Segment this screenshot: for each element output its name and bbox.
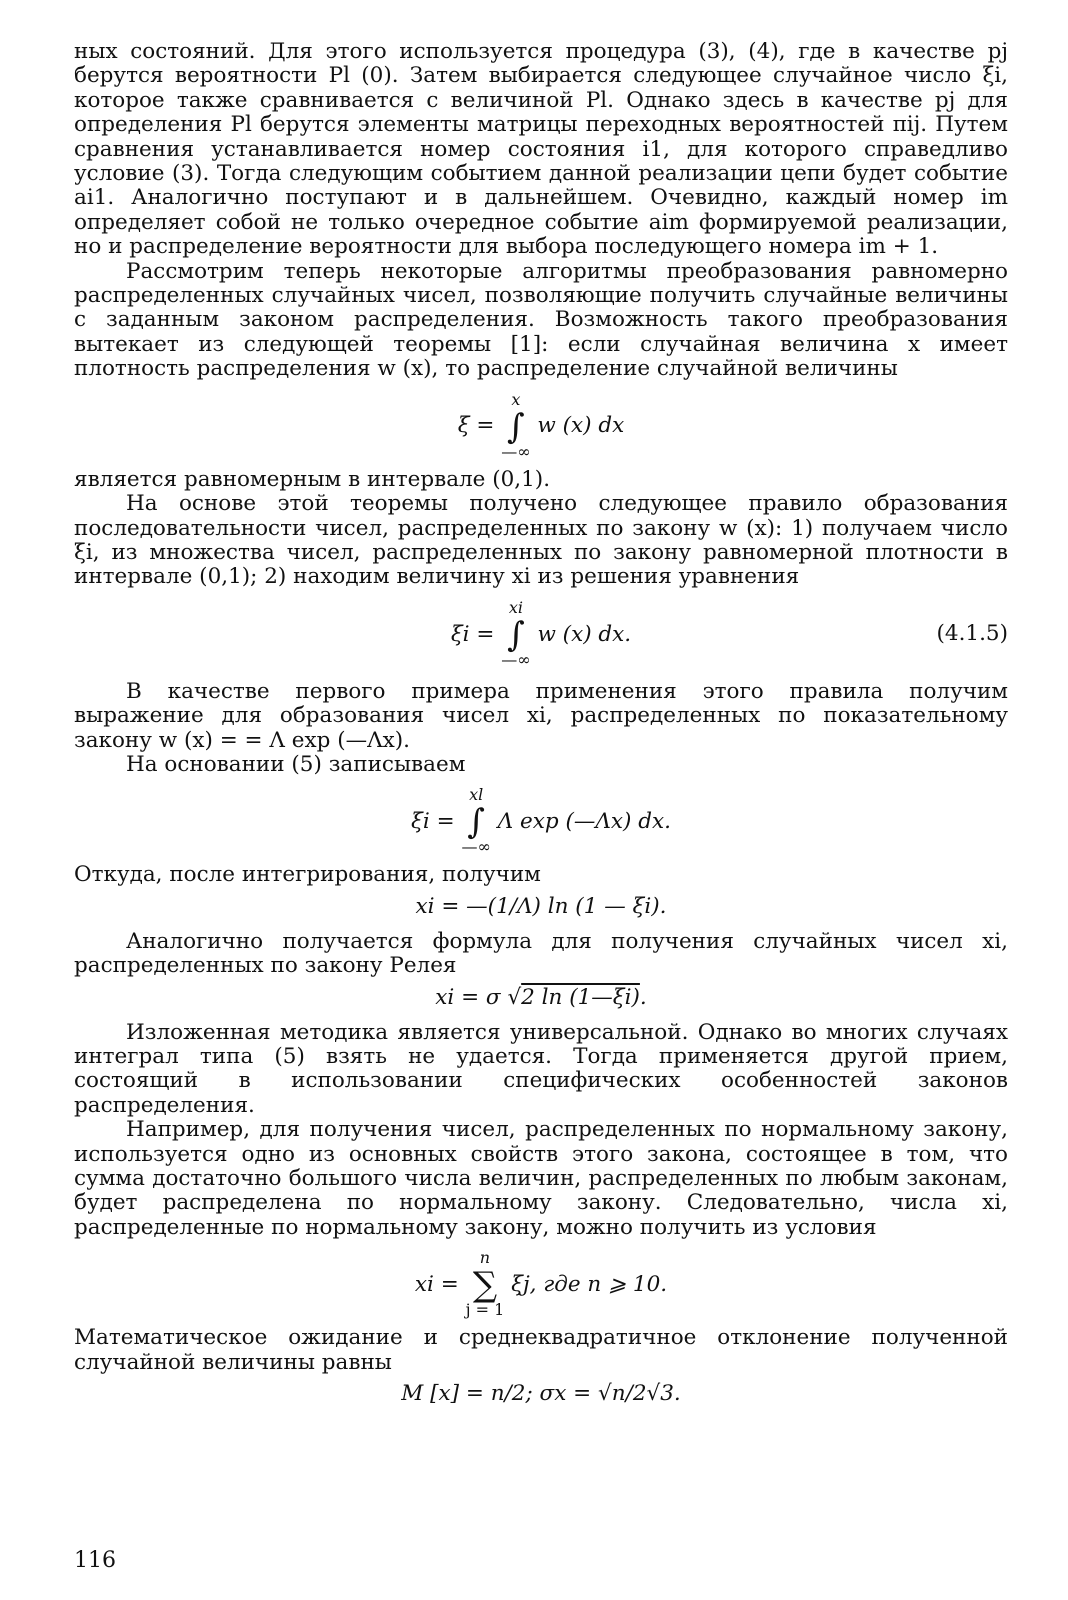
- paragraph-8: Аналогично получается формула для получения случайных чисел xi, распределенных по закону Релея: [74, 928, 1008, 979]
- integral-upper-limit: xi: [508, 597, 523, 617]
- formula-integral-xi: [74, 389, 1008, 464]
- paragraph-11: Математическое ожидание и среднеквадратичное отклонение полученной случайной величины равны: [74, 1325, 1008, 1375]
- formula-lhs: xi = σ √: [435, 984, 522, 1010]
- formula-tail: .: [639, 984, 647, 1010]
- formula-normal-sum: [74, 1250, 1008, 1322]
- formula-moments: M [x] = n/2; σx = √n/2√3.: [401, 1381, 681, 1407]
- sum-lower-limit: j = 1: [465, 1300, 505, 1320]
- paragraph-5: В качестве первого примера применения этого правила получим выражение для образования чисел xi, распределенных по показательному закону w (x) = = Λ exp (—Λx).: [74, 678, 1008, 753]
- integral-sign: [461, 787, 490, 857]
- formula-lhs: ξi =: [411, 809, 455, 835]
- integral-symbol: ∫: [507, 406, 525, 447]
- formula-summand: ξj, где n ⩾ 10.: [511, 1272, 668, 1298]
- integral-upper-limit: xl: [469, 785, 484, 805]
- formula-radicand: 2 ln (1—ξi): [521, 984, 640, 1010]
- formula-integrand: Λ exp (—Λx) dx.: [497, 809, 671, 835]
- formula-lhs: ξi =: [450, 621, 495, 647]
- formula-rayleigh: [74, 983, 1008, 1013]
- formula-4-1-5: [74, 597, 1008, 672]
- formula-integrand: w (x) dx: [537, 413, 625, 439]
- formula-exponential: [74, 787, 1008, 859]
- paragraph-6: На основании (5) записываем: [126, 751, 466, 777]
- paragraph-9: Изложенная методика является универсальной. Однако во многих случаях интеграл типа (5) взять не удается. Тогда применяется другой прием, состоящий в использовании специфических особенностей законов распределения.: [74, 1019, 1008, 1118]
- paragraph-3: является равномерным в интервале (0,1).: [74, 466, 551, 492]
- integral-symbol: ∫: [507, 614, 525, 655]
- page-body: [74, 40, 1008, 1413]
- paragraph-2: Рассмотрим теперь некоторые алгоритмы преобразования равномерно распределенных случайных чисел, позволяющие получить случайные величины с заданным законом распределения. Возможность такого преобразования вытекает из следующей теоремы [1]: если случайная величина x имеет плотность распределения w (x), то распределение случайной величины: [74, 258, 1008, 382]
- integral-upper-limit: x: [511, 389, 521, 409]
- sum-upper-limit: n: [479, 1248, 491, 1268]
- paragraph-7: Откуда, после интегрирования, получим: [74, 862, 541, 888]
- equation-number: (4.1.5): [936, 620, 1008, 646]
- integral-lower-limit: —∞: [501, 649, 531, 669]
- integral-symbol: ∫: [467, 802, 485, 843]
- formula-lhs: ξ =: [457, 413, 495, 439]
- integral-sign: [501, 597, 531, 670]
- sum-sign: [466, 1250, 505, 1320]
- paragraph-4: На основе этой теоремы получено следующее правило образования последовательности чисел, распределенных по закону w (x): 1) получаем число ξi, из множества чисел, распределенных по закону равномерной плотности в интервале (0,1); 2) находим величину xi из решения уравнения: [74, 491, 1008, 590]
- formula-integrand: w (x) dx.: [537, 621, 632, 647]
- integral-sign: [501, 389, 531, 462]
- sum-symbol: ∑: [472, 1265, 498, 1306]
- paragraph-1: ных состояний. Для этого используется процедура (3), (4), где в качестве pj берутся вероятности Pl (0). Затем выбирается следующее случайное число ξi, которое также сравнивается с величиной Pl. Однако здесь в качестве pj для определения Pl берутся элементы матрицы переходных вероятностей πij. Путем сравнения устанавливается номер состояния i1, для которого справедливо условие (3). Тогда следующим событием данной реализации цепи будет событие ai1. Аналогично поступают и в дальнейшем. Очевидно, каждый номер im определяет собой не только очередное событие aim формируемой реализации, но и распределение вероятности для выбора последующего номера im + 1.: [74, 39, 1008, 260]
- formula-exponential-result: xi = —(1/Λ) ln (1 — ξi).: [415, 893, 667, 919]
- page-number: 116: [74, 1548, 116, 1573]
- paragraph-10: Например, для получения чисел, распределенных по нормальному закону, используется одно из основных свойств этого закона, состоящее в том, что сумма достаточно большого числа величин, распределенных по любым законам, будет распределена по нормальному закону. Следовательно, числа xi, распределенные по нормальному закону, можно получить из условия: [74, 1117, 1008, 1240]
- integral-lower-limit: —∞: [501, 441, 531, 461]
- integral-lower-limit: —∞: [461, 837, 491, 857]
- formula-lhs: xi =: [414, 1272, 459, 1298]
